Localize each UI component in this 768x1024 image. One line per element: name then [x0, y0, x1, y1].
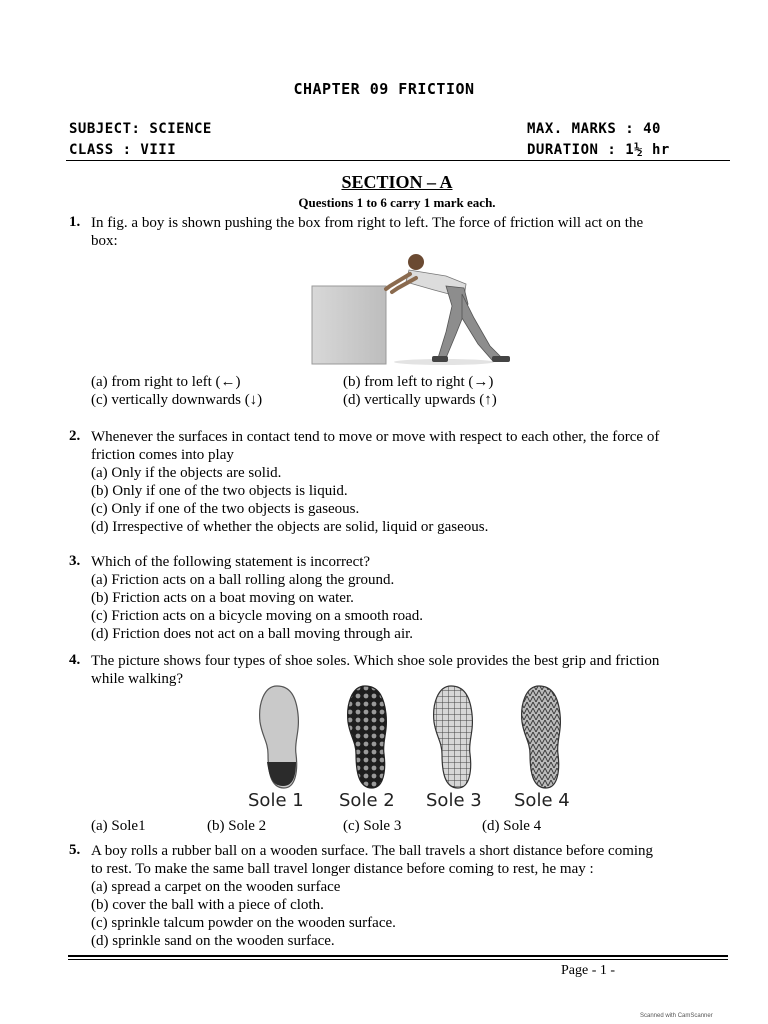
question-line: In fig. a boy is shown pushing the box from right to left. The force of friction will act on the — [91, 215, 644, 231]
option-d[interactable]: (d) sprinkle sand on the wooden surface. — [91, 933, 335, 949]
chapter-title: CHAPTER 09 FRICTION — [293, 80, 475, 98]
option-b[interactable]: (b) Friction acts on a boat moving on water. — [91, 590, 354, 606]
question-text — [91, 428, 741, 536]
header-divider — [66, 160, 730, 161]
option-b[interactable]: (b) cover the ball with a piece of cloth. — [91, 897, 324, 913]
section-title: SECTION – A — [341, 172, 453, 192]
option-d[interactable]: (d) Friction does not act on a ball moving through air. — [91, 626, 414, 642]
question-line: Which of the following statement is incorrect? — [91, 554, 371, 570]
option-c[interactable]: (c) vertically downwards (↓) — [91, 392, 263, 408]
question-number: 1. — [69, 214, 81, 230]
footer-divider — [68, 955, 728, 957]
option-a[interactable]: (a) from right to left (←) — [91, 374, 241, 390]
option-c[interactable]: (c) Friction acts on a bicycle moving on a smooth road. — [91, 608, 423, 624]
page-number: Page - 1 - — [561, 963, 616, 978]
question-line: to rest. To make the same ball travel longer distance before coming to rest, he may : — [91, 861, 594, 877]
box-shape — [312, 286, 386, 364]
option-d[interactable]: (d) Sole 4 — [482, 818, 542, 834]
class-label: CLASS : VIII — [69, 142, 177, 158]
question-number: 2. — [69, 428, 81, 444]
option-d[interactable]: (d) vertically upwards (↑) — [343, 392, 497, 408]
option-b[interactable]: (b) Only if one of the two objects is liquid. — [91, 483, 348, 499]
max-marks-label: MAX. MARKS : 40 — [527, 121, 661, 137]
question-line: while walking? — [91, 671, 184, 687]
sole-2-icon — [348, 686, 387, 788]
option-c[interactable]: (c) sprinkle talcum powder on the wooden surface. — [91, 915, 396, 931]
question-text — [91, 652, 741, 688]
subject-label: SUBJECT: SCIENCE — [69, 121, 212, 137]
sole-2-label: Sole 2 — [339, 790, 395, 811]
option-a[interactable]: (a) Sole1 — [91, 818, 146, 834]
question-number: 5. — [69, 842, 81, 858]
option-c[interactable]: (c) Only if one of the two objects is gaseous. — [91, 501, 360, 517]
option-b[interactable]: (b) Sole 2 — [207, 818, 267, 834]
question-number: 3. — [69, 553, 81, 569]
question-text — [91, 553, 741, 643]
question-text — [91, 842, 741, 950]
shoe-soles-figure — [250, 684, 570, 792]
question-number: 4. — [69, 652, 81, 668]
question-line: Whenever the surfaces in contact tend to move or move with respect to each other, the force of — [91, 429, 660, 445]
sole-4-label: Sole 4 — [514, 790, 570, 811]
sole-3-label: Sole 3 — [426, 790, 482, 811]
option-a[interactable]: (a) spread a carpet on the wooden surface — [91, 879, 341, 895]
option-d[interactable]: (d) Irrespective of whether the objects are solid, liquid or gaseous. — [91, 519, 489, 535]
scanner-watermark: Scanned with CamScanner — [640, 1013, 713, 1019]
question-text — [91, 214, 741, 250]
sole-1-icon — [260, 686, 299, 788]
question-line: A boy rolls a rubber ball on a wooden surface. The ball travels a short distance before coming — [91, 843, 654, 859]
question-line: friction comes into play — [91, 447, 234, 463]
option-a[interactable]: (a) Friction acts on a ball rolling along the ground. — [91, 572, 395, 588]
sole-1-label: Sole 1 — [248, 790, 304, 811]
sole-4-icon — [522, 686, 561, 788]
duration-label: DURATION : 1½ hr — [527, 142, 670, 158]
boy-pushing-box-figure — [306, 248, 521, 368]
footer-divider — [68, 959, 728, 960]
question-line: The picture shows four types of shoe soles. Which shoe sole provides the best grip and friction — [91, 653, 660, 669]
option-c[interactable]: (c) Sole 3 — [343, 818, 402, 834]
sole-3-icon — [434, 686, 473, 788]
option-a[interactable]: (a) Only if the objects are solid. — [91, 465, 282, 481]
question-line: box: — [91, 233, 118, 249]
boy-figure — [386, 254, 510, 365]
option-b[interactable]: (b) from left to right (→) — [343, 374, 494, 390]
section-subtitle: Questions 1 to 6 carry 1 mark each. — [298, 195, 496, 210]
